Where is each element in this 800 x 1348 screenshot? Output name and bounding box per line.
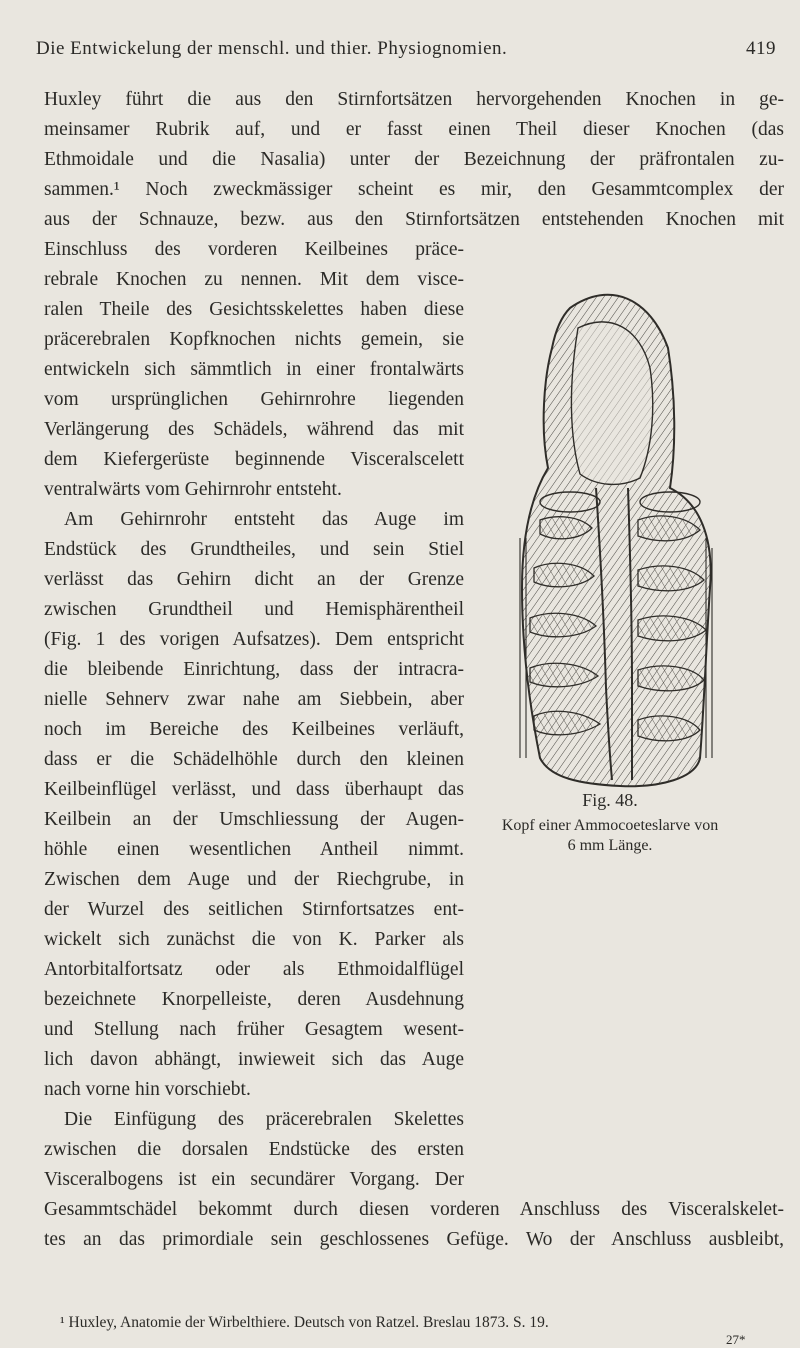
text-line: dem Kiefergerüste beginnende Visceralscelett <box>44 449 464 470</box>
text-line: zwischen Grundtheil und Hemisphärentheil <box>44 599 464 620</box>
text-line: zwischen die dorsalen Endstücke des ersten <box>44 1139 464 1160</box>
text-line: Verlängerung des Schädels, während das mit <box>44 419 464 440</box>
text-line: und Stellung nach früher Gesagtem wesent- <box>44 1019 464 1040</box>
text-line: tes an das primordiale sein geschlossenes Gefüge. Wo der Anschluss ausbleibt, <box>44 1229 784 1250</box>
figure-ammocoetes-head <box>500 288 720 792</box>
text-line: (Fig. 1 des vorigen Aufsatzes). Dem entspricht <box>44 629 464 650</box>
text-line: aus der Schnauze, bezw. aus den Stirnfortsätzen entstehenden Knochen mit <box>44 209 784 230</box>
text-line: der Wurzel des seitlichen Stirnfortsatzes ent- <box>44 899 464 920</box>
text-line: Visceralbogens ist ein secundärer Vorgang. Der <box>44 1169 464 1190</box>
text-line: bezeichnete Knorpelleiste, deren Ausdehnung <box>44 989 464 1010</box>
text-line: ralen Theile des Gesichtsskelettes haben diese <box>44 299 464 320</box>
text-line: Endstück des Grundtheiles, und sein Stiel <box>44 539 464 560</box>
text-line: wickelt sich zunächst die von K. Parker als <box>44 929 464 950</box>
caption-line: 6 mm Länge. <box>567 837 653 854</box>
text-line: lich davon abhängt, inwieweit sich das Auge <box>44 1049 464 1070</box>
text-line: Ethmoidale und die Nasalia) unter der Bezeichnung der präfrontalen zu- <box>44 149 784 170</box>
text-line: ventralwärts vom Gehirnrohr entsteht. <box>44 479 342 500</box>
anatomical-illustration <box>500 288 720 792</box>
text-line: Die Einfügung des präcerebralen Skelettes <box>64 1109 464 1130</box>
text-line: höhle einen wesentlichen Antheil nimmt. <box>44 839 464 860</box>
text-line: Antorbitalfortsatz oder als Ethmoidalflügel <box>44 959 464 980</box>
figure-caption <box>460 790 760 856</box>
text-line: rebrale Knochen zu nennen. Mit dem visce- <box>44 269 464 290</box>
text-line: präcerebralen Kopfknochen nichts gemein, sie <box>44 329 464 350</box>
text-line: Am Gehirnrohr entsteht das Auge im <box>64 509 464 530</box>
footnote: ¹ Huxley, Anatomie der Wirbelthiere. Deutsch von Ratzel. Breslau 1873. S. 19. <box>60 1314 549 1331</box>
text-line: verlässt das Gehirn dicht an der Grenze <box>44 569 464 590</box>
text-line: meinsamer Rubrik auf, und er fasst einen Theil dieser Knochen (das <box>44 119 784 140</box>
text-line: dass er die Schädelhöhle durch den kleinen <box>44 749 464 770</box>
text-line: Gesammtschädel bekommt durch diesen vorderen Anschluss des Visceralskelet- <box>44 1199 784 1220</box>
text-line: sammen.¹ Noch zweckmässiger scheint es mir, den Gesammtcomplex der <box>44 179 784 200</box>
text-line: vom ursprünglichen Gehirnrohre liegenden <box>44 389 464 410</box>
caption-line: Kopf einer Ammocoeteslarve von <box>501 817 719 834</box>
running-header <box>36 26 776 66</box>
text-line: nielle Sehnerv zwar nahe am Siebbein, aber <box>44 689 464 710</box>
text-line: die bleibende Einrichtung, dass der intracra- <box>44 659 464 680</box>
page-number: 419 <box>746 38 776 59</box>
text-line: entwickeln sich sämmtlich in einer frontalwärts <box>44 359 464 380</box>
text-line: Einschluss des vorderen Keilbeines präce- <box>44 239 464 260</box>
text-line: Keilbein an der Umschliessung der Augen- <box>44 809 464 830</box>
signature-mark: 27* <box>726 1332 746 1347</box>
text-line: Keilbeinflügel verlässt, und dass überhaupt das <box>44 779 464 800</box>
header-title: Die Entwickelung der menschl. und thier. Physiognomien. <box>36 38 508 59</box>
text-line: noch im Bereiche des Keilbeines verläuft, <box>44 719 464 740</box>
text-line: Huxley führt die aus den Stirnfortsätzen hervorgehenden Knochen in ge- <box>44 89 784 110</box>
text-line: Zwischen dem Auge und der Riechgrube, in <box>44 869 464 890</box>
figure-label: Fig. 48. <box>582 790 638 810</box>
text-line: nach vorne hin vorschiebt. <box>44 1079 251 1100</box>
